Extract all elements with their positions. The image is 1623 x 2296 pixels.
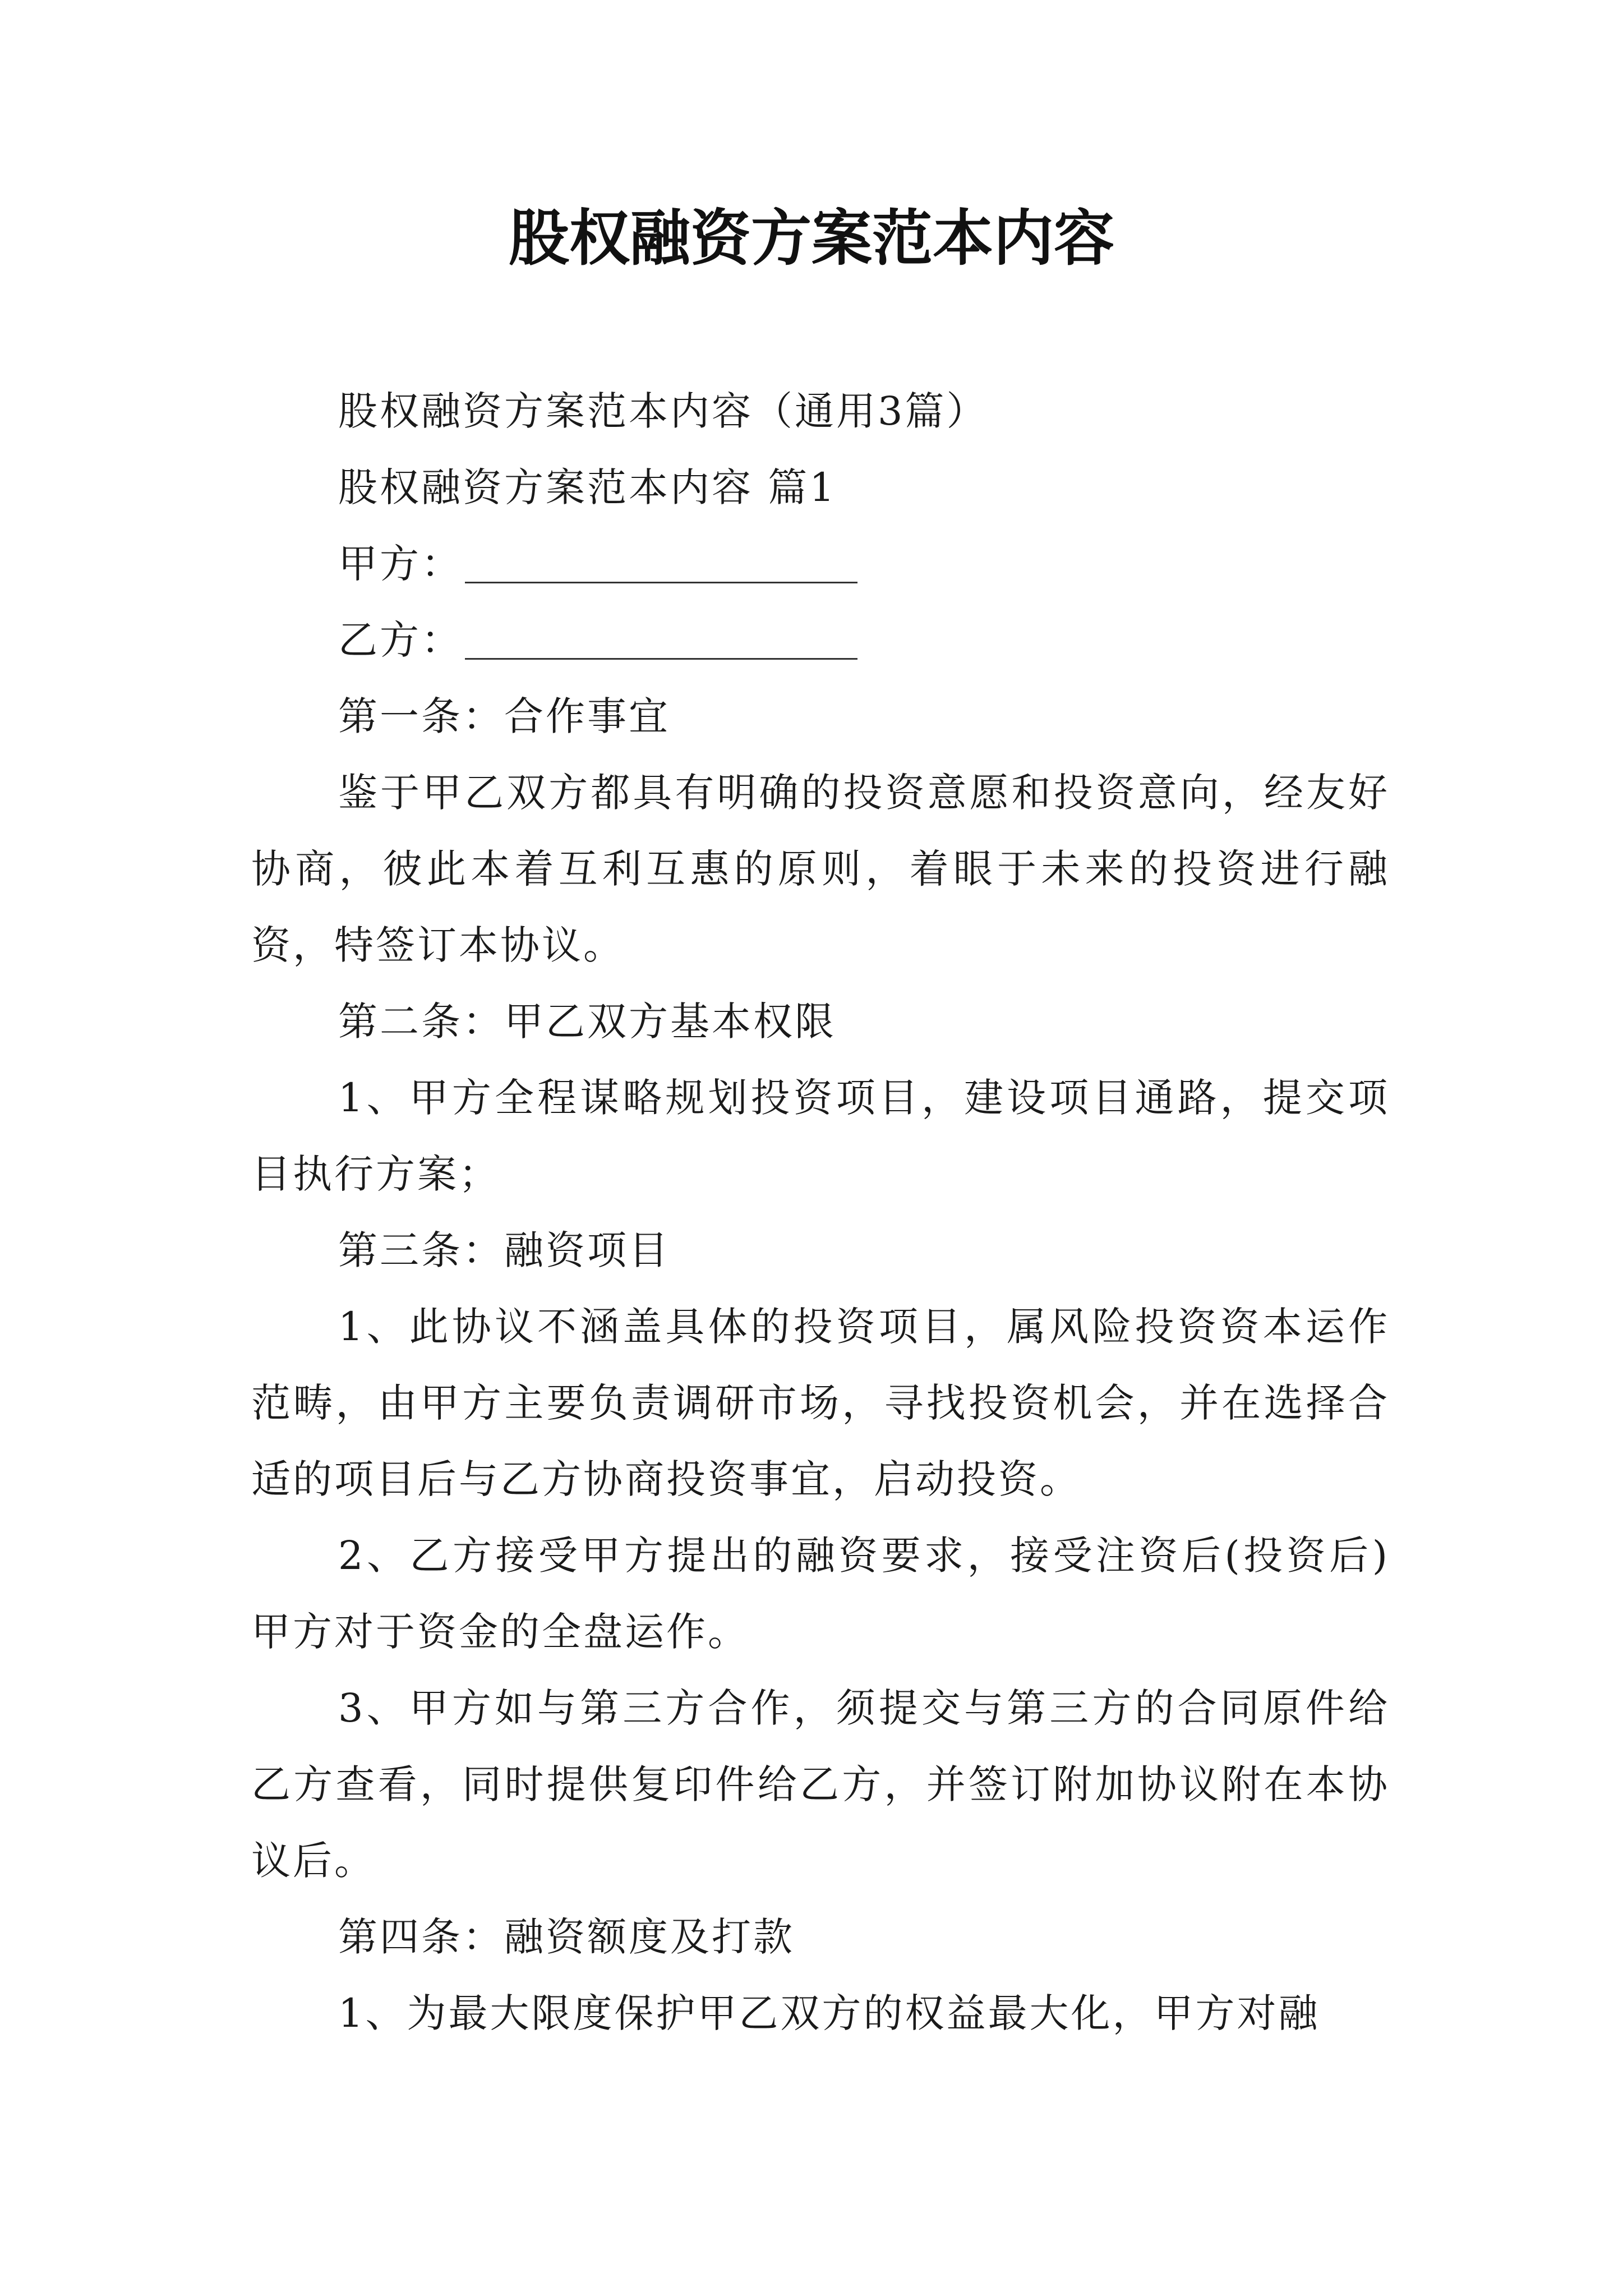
- article1-heading: 第一条：合作事宜: [338, 693, 670, 739]
- article4-item1: 1、为最大限度保护甲乙双方的权益最大化，甲方对融: [338, 1990, 1320, 2036]
- party-b-blank-line: [465, 621, 857, 660]
- article2-item1: 1、甲方全程谋略规划投资项目，建设项目通路，提交项目执行方案；: [251, 1075, 1390, 1197]
- party-a-row: [251, 526, 1390, 602]
- article1-text: 鉴于甲乙双方都具有明确的投资意愿和投资意向，经友好协商，彼此本着互利互惠的原则，着眼于未来的投资进行融资，特签订本协议。: [251, 770, 1390, 968]
- document-body: [251, 373, 1390, 2051]
- section-heading: 股权融资方案范本内容 篇1: [338, 464, 837, 510]
- article2-heading: 第二条：甲乙双方基本权限: [338, 999, 836, 1045]
- party-a-label: 甲方：: [338, 541, 463, 587]
- subtitle: 股权融资方案范本内容（通用3篇）: [338, 388, 988, 434]
- article4-heading: 第四条：融资额度及打款: [338, 1914, 795, 1960]
- document-title: 股权融资方案范本内容: [508, 203, 1114, 274]
- party-b-label: 乙方：: [338, 617, 463, 663]
- article3-item3: 3、甲方如与第三方合作，须提交与第三方的合同原件给乙方查看，同时提供复印件给乙方，并签订附加协议附在本协议后。: [251, 1685, 1390, 1884]
- party-a-blank-line: [465, 545, 857, 583]
- article3-item2: 2、乙方接受甲方提出的融资要求，接受注资后(投资后)甲方对于资金的全盘运作。: [251, 1533, 1390, 1655]
- article3-item1: 1、此协议不涵盖具体的投资项目，属风险投资资本运作范畴，由甲方主要负责调研市场，寻找投资机会，并在选择合适的项目后与乙方协商投资事宜，启动投资。: [251, 1304, 1390, 1502]
- party-b-row: [251, 602, 1390, 678]
- article3-heading: 第三条：融资项目: [338, 1227, 670, 1273]
